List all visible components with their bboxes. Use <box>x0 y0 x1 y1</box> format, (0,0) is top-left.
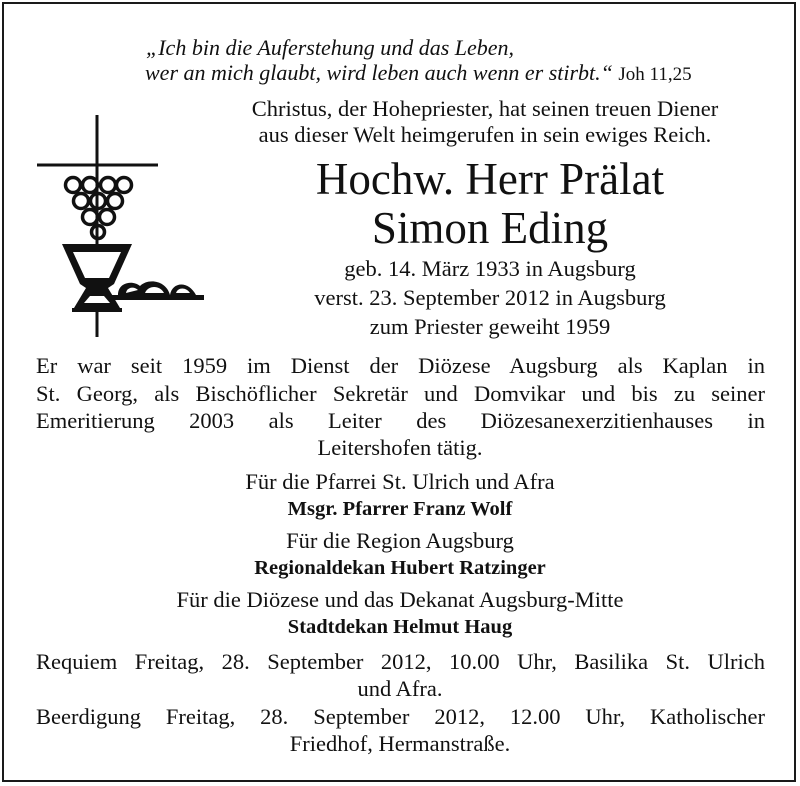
epigraph-reference: Joh 11,25 <box>618 64 692 85</box>
biography-line-3: Emeritierung 2003 als Leiter des Diözesanexerzitienhauses in <box>36 408 765 433</box>
epigraph-line-1: „Ich bin die Auferstehung und das Leben, <box>146 35 515 60</box>
mourner-1-affiliation: Für die Pfarrei St. Ulrich und Afra <box>245 469 555 494</box>
birth-line: geb. 14. März 1933 in Augsburg <box>344 256 636 281</box>
intro-line-1: Christus, der Hohepriester, hat seinen treuen Diener <box>251 96 719 121</box>
mourner-1-name: Msgr. Pfarrer Franz Wolf <box>287 498 513 520</box>
deceased-title: Hochw. Herr Prälat <box>315 154 665 204</box>
mourner-2-name: Regionaldekan Hubert Ratzinger <box>254 557 546 579</box>
deceased-name: Simon Eding <box>371 203 609 253</box>
epigraph-line-2-text: wer an mich glaubt, wird leben auch wenn er stirbt.“ <box>145 60 613 85</box>
cross-chalice-grapes-bread-icon <box>30 112 210 342</box>
burial-line-2: Friedhof, Hermanstraße. <box>289 731 511 756</box>
ordination-line: zum Priester geweiht 1959 <box>369 314 611 339</box>
death-line: verst. 23. September 2012 in Augsburg <box>314 285 666 310</box>
biography-line-1: Er war seit 1959 im Dienst der Diözese Augsburg als Kaplan in <box>36 353 765 378</box>
intro-line-2: aus dieser Welt heimgerufen in sein ewiges Reich. <box>258 122 712 147</box>
requiem-line-2: und Afra. <box>357 676 443 701</box>
burial-line-1: Beerdigung Freitag, 28. September 2012, 12.00 Uhr, Katholischer <box>36 704 765 729</box>
epigraph-line-2 <box>145 60 692 88</box>
biography-line-2: St. Georg, als Bischöflicher Sekretär und Domvikar und bis zu seiner <box>36 381 765 406</box>
requiem-line-1: Requiem Freitag, 28. September 2012, 10.00 Uhr, Basilika St. Ulrich <box>36 649 765 674</box>
mourner-2-affiliation: Für die Region Augsburg <box>286 528 514 553</box>
biography-line-4: Leitershofen tätig. <box>317 435 483 460</box>
mourner-3-name: Stadtdekan Helmut Haug <box>287 616 513 638</box>
mourner-3-affiliation: Für die Diözese und das Dekanat Augsburg-Mitte <box>176 587 624 612</box>
